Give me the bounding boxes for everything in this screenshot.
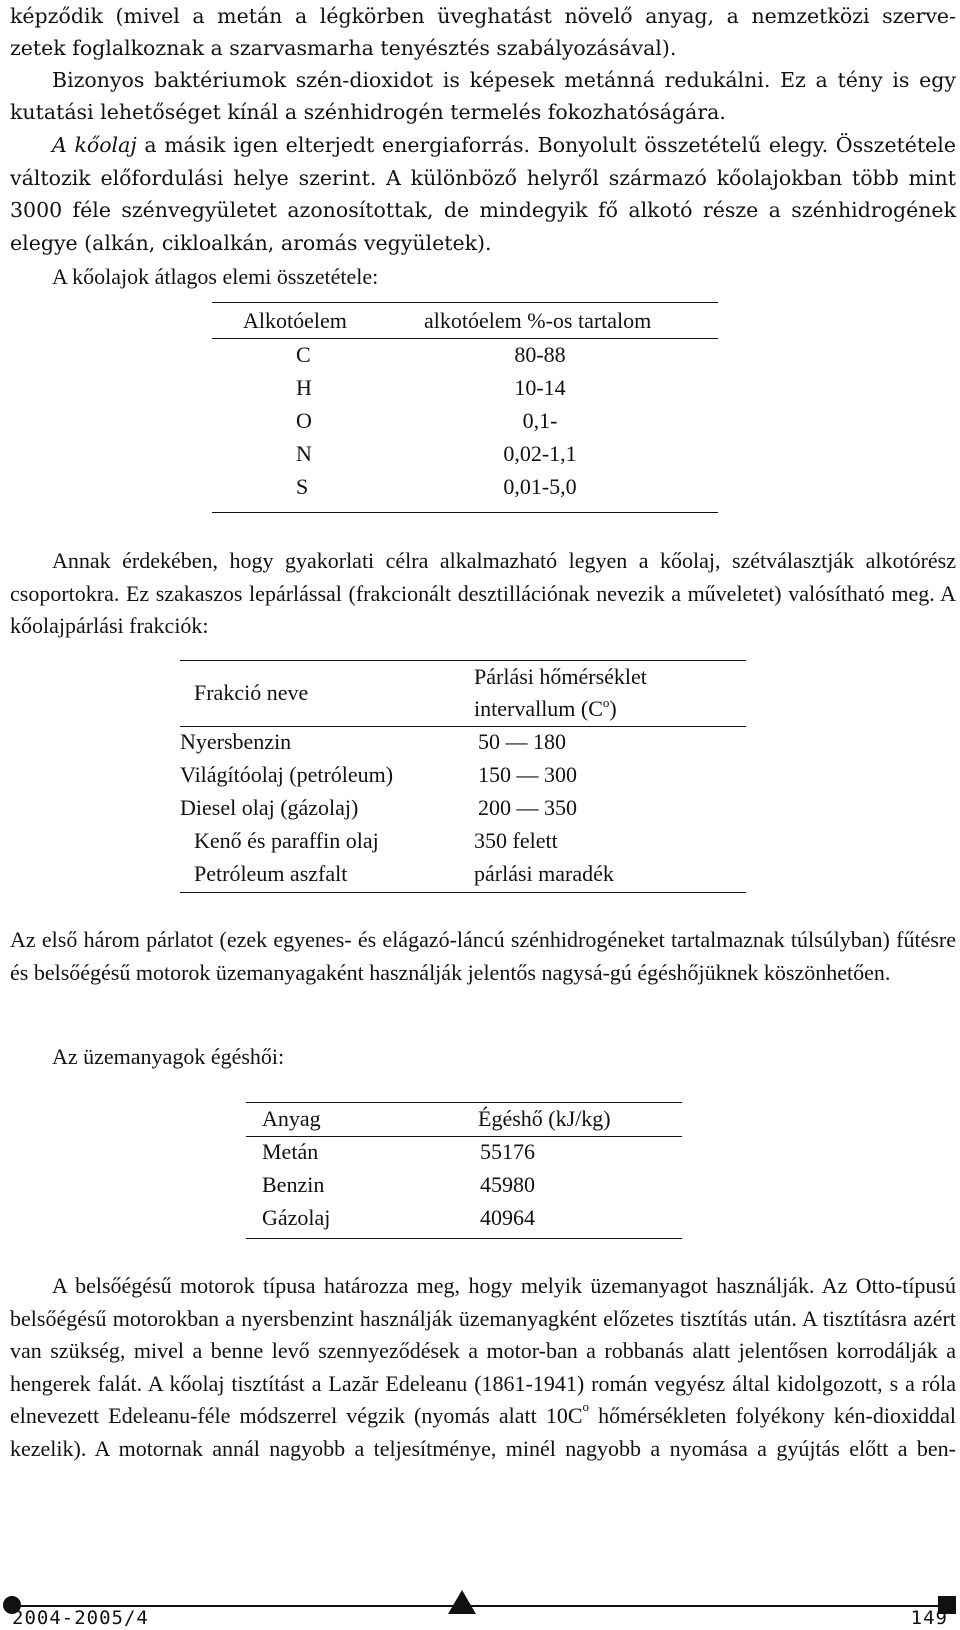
table1-cell-element: O — [296, 408, 312, 433]
table3-header-rule — [246, 1136, 682, 1137]
table2-cell-temp: 50 — 180 — [478, 729, 566, 754]
table1-cell-element: C — [296, 342, 311, 367]
paragraph-fractions-text: Annak érdekében, hogy gyakorlati célra alkalmazható legyen a kőolaj, szétválasztják alkotórész csoportokra. Ez szakaszos lepárlással (frakcionált desztillációnak nevezik a műveletet) valósítható meg. A kőolajpárlási frakciók: — [10, 548, 956, 638]
text-line — [52, 68, 956, 92]
table1-cell-percent: 0,02-1,1 — [503, 441, 577, 466]
paragraph-engines-text2: hőmérsékleten folyékony kén-dioxiddal kezelik). A motornak annál nagyobb a teljesítménye, minél nagyobb a nyomása a gyújtás előtt a ben- — [10, 1403, 956, 1461]
table2-header-temp-text: intervallum (C — [474, 696, 603, 721]
table2-header-temp-close: ) — [609, 696, 617, 721]
table3-header-heat: Égéshő (kJ/kg) — [478, 1106, 611, 1131]
text-line — [10, 4, 956, 28]
table1-header-rule — [212, 338, 718, 339]
table1-bottom-rule — [212, 512, 718, 513]
table3-cell-substance: Benzin — [262, 1172, 325, 1197]
paragraph-engines — [10, 1270, 956, 1465]
intro-table3-text: Az üzemanyagok égéshői: — [52, 1044, 285, 1069]
table2-cell-fraction: Kenő és paraffin olaj — [194, 828, 379, 853]
table1-cell-element: H — [296, 375, 312, 400]
intro-table1-text: A kőolajok átlagos elemi összetétele: — [52, 264, 379, 289]
degree-superscript: o — [602, 695, 610, 710]
paragraph-koolaj-italic: A kőolaj — [52, 133, 137, 157]
table2-cell-fraction: Diesel olaj (gázolaj) — [180, 795, 359, 820]
footer-triangle-marker — [448, 1590, 476, 1614]
table1-header-percent: alkotóelem %-os tartalom — [424, 308, 652, 333]
paragraph-koolaj — [10, 129, 956, 259]
table2-cell-temp: 200 — 350 — [478, 795, 577, 820]
text-line-content: Bizonyos baktériumok szén-dioxidot is képesek metánná redukálni. Ez a tény is egy — [52, 68, 956, 92]
table3-bottom-rule — [246, 1238, 682, 1239]
table2-cell-fraction: Nyersbenzin — [180, 729, 292, 754]
text-line-content: képződik (mivel a metán a légkörben üveghatást növelő anyag, a nemzetközi szerve- — [10, 4, 956, 28]
table3-cell-substance: Metán — [262, 1139, 319, 1164]
table3-cell-heat: 40964 — [480, 1205, 535, 1230]
text-line-content: kutatási lehetőséget kínál a szénhidrogén termelés fokozhatóságára. — [10, 100, 726, 124]
footer-page-number: 149 — [910, 1607, 948, 1629]
table1-header-element: Alkotóelem — [243, 308, 347, 333]
table2-header-temp-line1: Párlási hőmérséklet — [474, 664, 647, 689]
table1-cell-element: N — [296, 441, 312, 466]
footer-issue: 2004-2005/4 — [12, 1607, 149, 1629]
table2-cell-fraction: Petróleum aszfalt — [194, 861, 348, 886]
table3-top-rule — [246, 1102, 682, 1103]
degree-superscript: o — [582, 1399, 590, 1414]
table1-cell-percent: 0,01-5,0 — [503, 474, 577, 499]
paragraph-fractions — [10, 545, 956, 643]
text-line — [10, 36, 676, 60]
table2-cell-temp: 350 felett — [474, 828, 558, 853]
footer-rule — [12, 1605, 948, 1607]
paragraph-first-three — [10, 924, 956, 989]
table2-cell-temp: 150 — 300 — [478, 762, 577, 787]
table1-cell-percent: 10-14 — [514, 375, 566, 400]
table2-cell-fraction: Világítóolaj (petróleum) — [180, 762, 394, 787]
paragraph-engines-text1: A belsőégésű motorok típusa határozza meg, hogy melyik üzemanyagot használják. Az Otto-típusú belsőégésű motorokban a nyersbenzint használják üzemanyagként előzetes tisztítás után. A tisztításra azért van szükség, mivel a benne levő szennyeződések a motor-ban a robbanás alatt jelentősen korrodálják a hengerek falát. A kőolaj tisztítást a Lazăr Edeleanu (1861-1941) román vegyész által kidolgozott, s a róla elnevezett Edeleanu-féle módszerrel végzik (nyomás alatt 10C — [10, 1273, 956, 1428]
text-line-content: zetek foglalkoznak a szarvasmarha tenyésztés szabályozásával). — [10, 36, 677, 60]
table1-cell-element: S — [296, 474, 309, 499]
table2-header-rule — [180, 726, 746, 727]
table2-header-temp-line2 — [474, 696, 617, 722]
table3-cell-heat: 45980 — [480, 1172, 535, 1197]
table3-cell-substance: Gázolaj — [262, 1205, 331, 1230]
table1-cell-percent: 0,1- — [522, 408, 558, 433]
table1-top-rule — [212, 302, 718, 303]
table3-header-substance: Anyag — [262, 1106, 321, 1131]
table2-cell-temp: párlási maradék — [474, 861, 614, 886]
table3-cell-heat: 55176 — [480, 1139, 535, 1164]
table2-header-fraction: Frakció neve — [194, 680, 309, 705]
table2-top-rule — [180, 660, 746, 661]
table2-bottom-rule — [180, 892, 746, 893]
table1-cell-percent: 80-88 — [514, 342, 566, 367]
paragraph-koolaj-text: a másik igen elterjedt energiaforrás. Bonyolult összetételű elegy. Összetétele változik előfordulási helye szerint. A különböző helyről származó kőolajokban több mint 3000 féle szénvegyületet azonosítottak, de mindegyik fő alkotó része a szénhidrogének elegye (alkán, cikloalkán, aromás vegyületek). — [10, 133, 956, 255]
paragraph-first-three-text: Az első három párlatot (ezek egyenes- és elágazó-láncú szénhidrogéneket tartalmaznak túlsúlyban) fűtésre és belsőégésű motorok üzemanyagaként használják jelentős nagysá-gú égéshőjüknek köszönhetően. — [10, 927, 956, 985]
paragraph-intro-table1 — [52, 264, 378, 290]
paragraph-intro-table3 — [52, 1044, 284, 1070]
text-line — [10, 100, 726, 124]
